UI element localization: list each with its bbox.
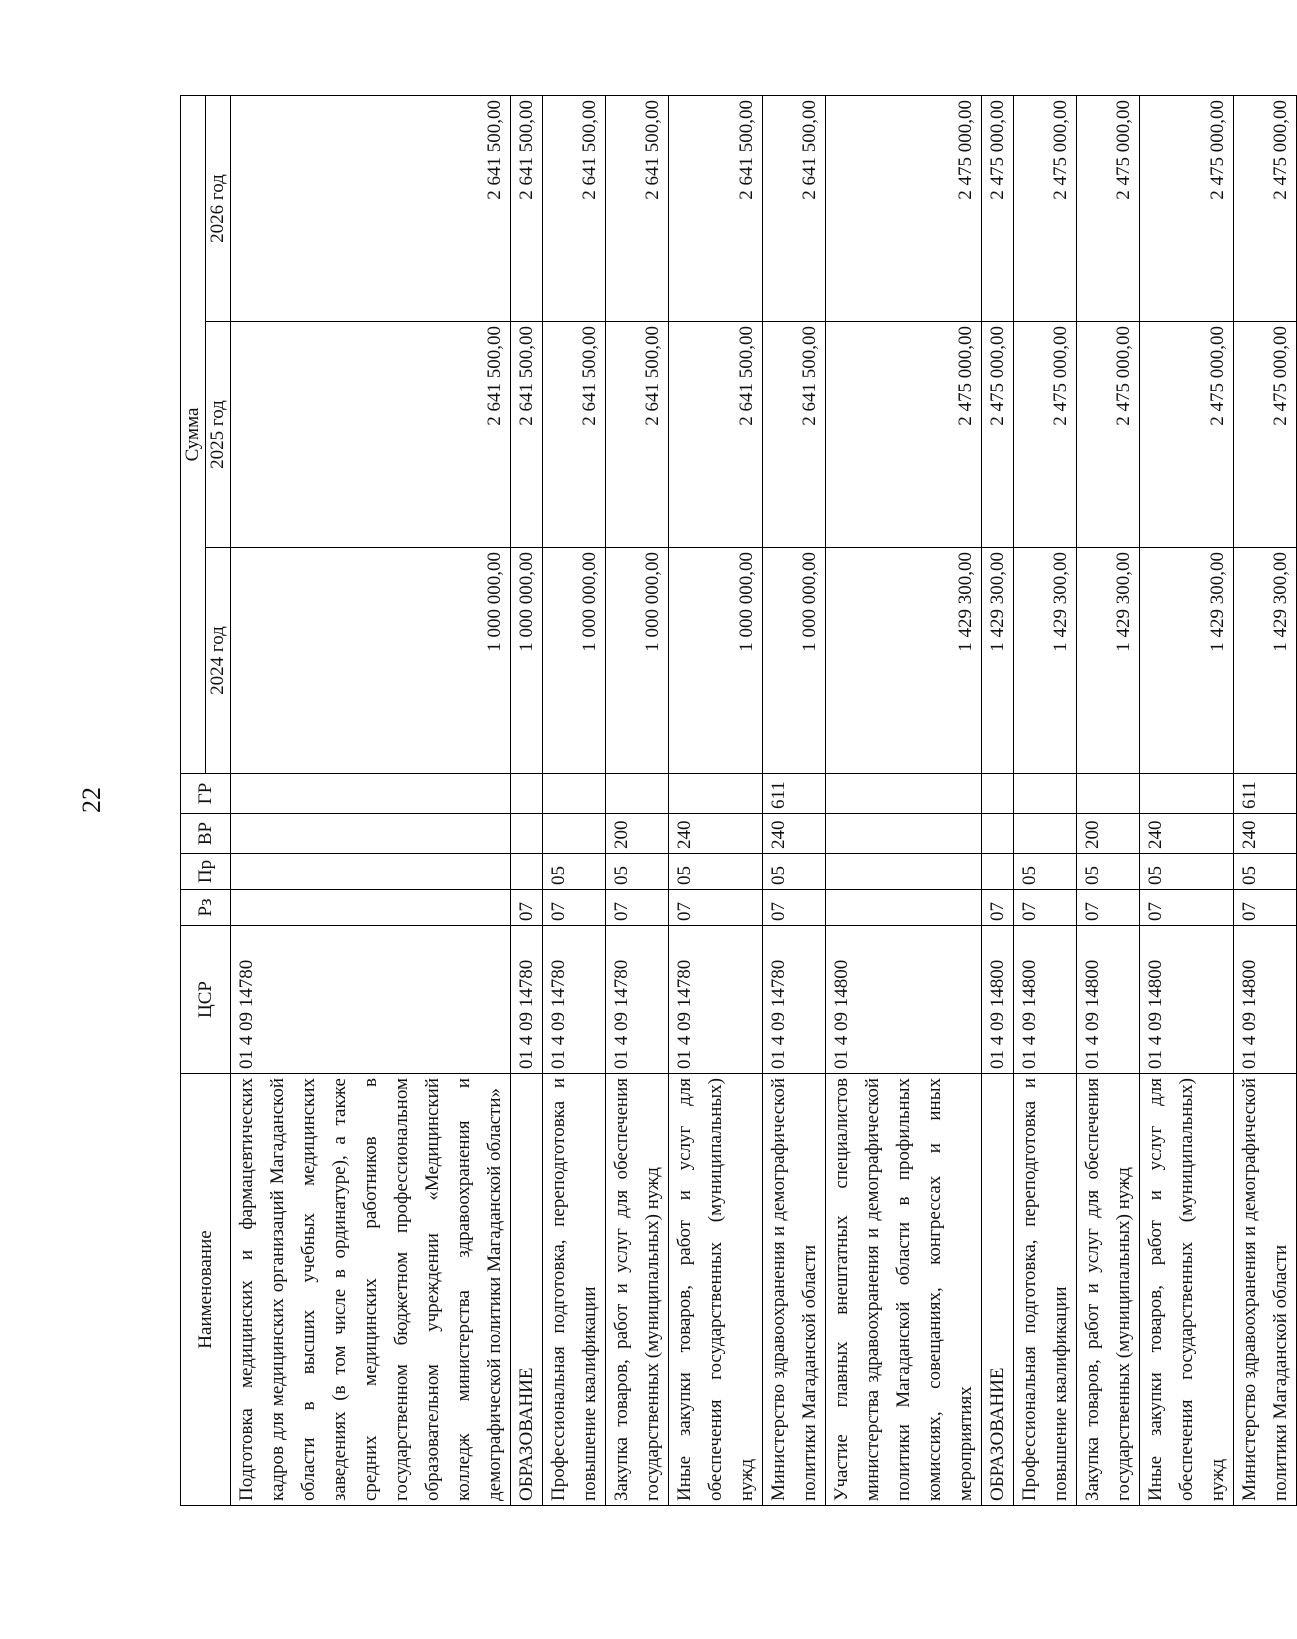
table-row (982, 96, 1014, 1506)
cell-name: Закупка товаров, работ и услуг для обеспечения государственных (муниципальных) нужд (606, 1074, 669, 1506)
cell-2026: 2 475 000,00 (1234, 96, 1297, 322)
cell-2026: 2 641 500,00 (669, 96, 763, 322)
cell-gr (606, 774, 669, 814)
table-row (826, 96, 982, 1506)
cell-gr (982, 774, 1014, 814)
cell-name: Профессиональная подготовка, переподготовка и повышение квалификации (543, 1074, 606, 1506)
cell-2024: 1 000 000,00 (669, 548, 763, 774)
cell-2025: 2 475 000,00 (1140, 322, 1234, 548)
cell-pr (511, 854, 543, 890)
cell-csr: 01 4 09 14780 (231, 926, 511, 1074)
cell-pr (231, 854, 511, 890)
cell-gr: 611 (763, 774, 826, 814)
cell-vr (1014, 814, 1077, 854)
cell-name: Иные закупки товаров, работ и услуг для обеспечения государственных (муниципальных) нужд (1140, 1074, 1234, 1506)
header-2025: 2025 год (206, 322, 231, 548)
cell-2025: 2 641 500,00 (669, 322, 763, 548)
cell-csr: 01 4 09 14800 (1234, 926, 1297, 1074)
header-2026: 2026 год (206, 96, 231, 322)
cell-vr: 240 (669, 814, 763, 854)
header-csr: ЦСР (181, 926, 231, 1074)
cell-name: Закупка товаров, работ и услуг для обеспечения государственных (муниципальных) нужд (1077, 1074, 1140, 1506)
cell-rz: 07 (1140, 890, 1234, 926)
cell-gr (231, 774, 511, 814)
cell-name: ОБРАЗОВАНИЕ (511, 1074, 543, 1506)
cell-2026: 2 475 000,00 (1077, 96, 1140, 322)
cell-pr: 05 (1234, 854, 1297, 890)
cell-2024: 1 429 300,00 (1014, 548, 1077, 774)
table-row (543, 96, 606, 1506)
cell-vr: 200 (1077, 814, 1140, 854)
rotated-table-container (180, 96, 1291, 1506)
cell-pr: 05 (543, 854, 606, 890)
cell-gr: 611 (1234, 774, 1297, 814)
cell-gr (511, 774, 543, 814)
table-row (1140, 96, 1234, 1506)
cell-rz: 07 (543, 890, 606, 926)
cell-2026: 2 641 500,00 (606, 96, 669, 322)
page-number: 22 (77, 787, 106, 813)
cell-csr: 01 4 09 14780 (511, 926, 543, 1074)
header-vr: ВР (181, 814, 231, 854)
cell-csr: 01 4 09 14780 (606, 926, 669, 1074)
cell-2025: 2 641 500,00 (763, 322, 826, 548)
cell-name: Иные закупки товаров, работ и услуг для обеспечения государственных (муниципальных) нужд (669, 1074, 763, 1506)
header-gr: ГР (181, 774, 231, 814)
header-pr: Пр (181, 854, 231, 890)
cell-pr: 05 (669, 854, 763, 890)
cell-2024: 1 000 000,00 (606, 548, 669, 774)
cell-gr (669, 774, 763, 814)
cell-2024: 1 000 000,00 (231, 548, 511, 774)
cell-2025: 2 475 000,00 (1234, 322, 1297, 548)
cell-rz (231, 890, 511, 926)
cell-gr (1077, 774, 1140, 814)
cell-rz: 07 (669, 890, 763, 926)
cell-vr (826, 814, 982, 854)
header-2024: 2024 год (206, 548, 231, 774)
cell-pr: 05 (1014, 854, 1077, 890)
cell-2025: 2 641 500,00 (231, 322, 511, 548)
header-sum: Сумма (181, 96, 206, 774)
cell-name: Подготовка медицинских и фармацевтических кадров для медицинских организаций Магаданской области в высших учебных медицинских заведениях (в том числе в ординатуре), а также средних медицинских работников в государственном бюджетном профессиональном образовательном учреждении «Медицинский колледж министерства здравоохранения и демографической политики Магаданской области» (231, 1074, 511, 1506)
cell-gr (1140, 774, 1234, 814)
cell-name: Министерство здравоохранения и демографической политики Магаданской области (1234, 1074, 1297, 1506)
table-row (231, 96, 511, 1506)
cell-name: Профессиональная подготовка, переподготовка и повышение квалификации (1014, 1074, 1077, 1506)
cell-2025: 2 641 500,00 (606, 322, 669, 548)
cell-2026: 2 475 000,00 (826, 96, 982, 322)
table-row (763, 96, 826, 1506)
cell-2026: 2 641 500,00 (763, 96, 826, 322)
cell-2024: 1 429 300,00 (826, 548, 982, 774)
table-row (1077, 96, 1140, 1506)
table-row (669, 96, 763, 1506)
cell-2026: 2 475 000,00 (1140, 96, 1234, 322)
cell-rz: 07 (511, 890, 543, 926)
table-row (1014, 96, 1077, 1506)
cell-2025: 2 475 000,00 (982, 322, 1014, 548)
cell-vr (511, 814, 543, 854)
cell-2026: 2 475 000,00 (1014, 96, 1077, 322)
cell-vr: 240 (1140, 814, 1234, 854)
cell-pr: 05 (606, 854, 669, 890)
cell-rz: 07 (1014, 890, 1077, 926)
header-name: Наименование (181, 1074, 231, 1506)
cell-vr: 240 (763, 814, 826, 854)
cell-pr (826, 854, 982, 890)
cell-2026: 2 475 000,00 (982, 96, 1014, 322)
cell-2024: 1 429 300,00 (1140, 548, 1234, 774)
cell-rz: 07 (1077, 890, 1140, 926)
cell-rz: 07 (982, 890, 1014, 926)
cell-gr (543, 774, 606, 814)
cell-2025: 2 641 500,00 (543, 322, 606, 548)
table-row (606, 96, 669, 1506)
cell-csr: 01 4 09 14780 (669, 926, 763, 1074)
cell-gr (826, 774, 982, 814)
cell-vr: 200 (606, 814, 669, 854)
cell-gr (1014, 774, 1077, 814)
cell-2025: 2 641 500,00 (511, 322, 543, 548)
cell-name: Министерство здравоохранения и демографической политики Магаданской области (763, 1074, 826, 1506)
cell-csr: 01 4 09 14800 (1140, 926, 1234, 1074)
cell-vr (231, 814, 511, 854)
cell-csr: 01 4 09 14800 (1077, 926, 1140, 1074)
header-rz: Рз (181, 890, 231, 926)
cell-2024: 1 429 300,00 (1234, 548, 1297, 774)
cell-vr (982, 814, 1014, 854)
cell-2024: 1 000 000,00 (511, 548, 543, 774)
cell-pr: 05 (763, 854, 826, 890)
cell-2024: 1 429 300,00 (1077, 548, 1140, 774)
cell-rz: 07 (763, 890, 826, 926)
cell-name: ОБРАЗОВАНИЕ (982, 1074, 1014, 1506)
cell-pr: 05 (1140, 854, 1234, 890)
cell-2026: 2 641 500,00 (543, 96, 606, 322)
cell-csr: 01 4 09 14780 (763, 926, 826, 1074)
cell-2025: 2 475 000,00 (1077, 322, 1140, 548)
cell-pr: 05 (1077, 854, 1140, 890)
budget-table (180, 95, 1297, 1506)
cell-csr: 01 4 09 14800 (826, 926, 982, 1074)
cell-rz: 07 (1234, 890, 1297, 926)
cell-2026: 2 641 500,00 (231, 96, 511, 322)
cell-2024: 1 429 300,00 (982, 548, 1014, 774)
cell-pr (982, 854, 1014, 890)
cell-vr: 240 (1234, 814, 1297, 854)
cell-csr: 01 4 09 14800 (982, 926, 1014, 1074)
cell-2025: 2 475 000,00 (1014, 322, 1077, 548)
cell-vr (543, 814, 606, 854)
cell-rz: 07 (606, 890, 669, 926)
cell-name: Участие главных внештатных специалистов министерства здравоохранения и демографической политики Магаданской области в профильных комиссиях, совещаниях, конгрессах и иных мероприятиях (826, 1074, 982, 1506)
cell-2025: 2 475 000,00 (826, 322, 982, 548)
cell-2024: 1 000 000,00 (543, 548, 606, 774)
cell-csr: 01 4 09 14800 (1014, 926, 1077, 1074)
cell-csr: 01 4 09 14780 (543, 926, 606, 1074)
cell-2024: 1 000 000,00 (763, 548, 826, 774)
table-row (1234, 96, 1297, 1506)
cell-rz (826, 890, 982, 926)
table-row (511, 96, 543, 1506)
cell-2026: 2 641 500,00 (511, 96, 543, 322)
